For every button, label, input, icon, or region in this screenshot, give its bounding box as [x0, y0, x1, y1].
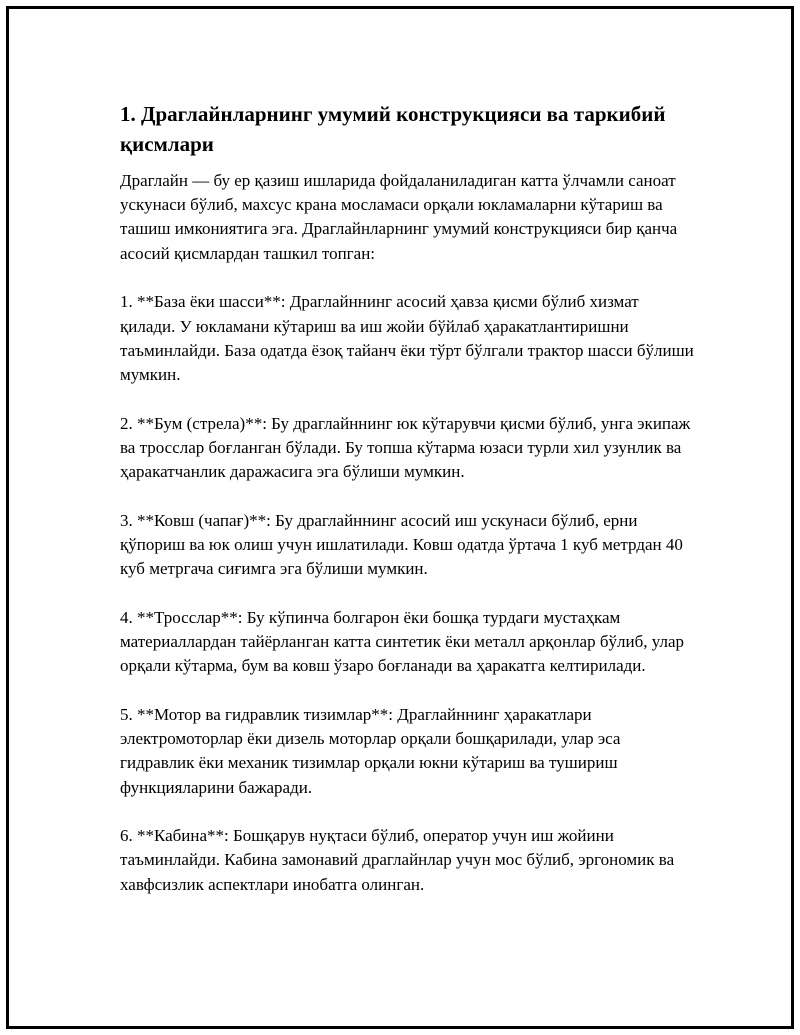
list-item-bucket: 3. **Ковш (чапағ)**: Бу драглайннинг асосий иш ускунаси бўлиб, ерни қўпориш ва юк олиш учун ишлатилади. Ковш одатда ўртача 1 куб метрдан 40 куб метргача сиғимга эга бўлиши мумкин. — [120, 510, 683, 579]
document-body — [120, 99, 698, 921]
list-item-boom: 2. **Бум (стрела)**: Бу драглайннинг юк кўтарувчи қисми бўлиб, унга экипаж ва тросслар боғланган бўлади. Бу топша кўтарма юзаси турли хил узунлик ва ҳаракатчанлик даражасига эга бўлиши мумкин. — [120, 413, 691, 482]
list-item-ropes: 4. **Тросслар**: Бу кўпинча болгарон ёки бошқа турдаги мустаҳкам материаллардан тайёрланган катта синтетик ёки металл арқонлар бўлиб, улар орқали кўтарма, бум ва ковш ўзаро боғланади ва ҳаракатга келтирилади. — [120, 607, 685, 676]
list-item-base-chassis: 1. **База ёки шасси**: Драглайннинг асосий ҳавза қисми бўлиб хизмат қилади. У юкламани кўтариш ва иш жойи бўйлаб ҳаракатлантиришни таъминлайди. База одатда ёзоқ тайанч ёки тўрт бўлгали трактор шасси бўлиши мумкин. — [120, 292, 694, 384]
page-frame — [6, 6, 794, 1029]
list-item-motor-hydraulics: 5. **Мотор ва гидравлик тизимлар**: Драглайннинг ҳаракатлари электромоторлар ёки дизель моторлар орқали бошқарилади, улар эса гидравлик ёки механик тизимлар орқали юкни кўтариш ва тушириш функцияларини бажаради. — [120, 704, 621, 797]
section-heading: 1. Драглайнларнинг умумий конструкцияси ва таркибий қисмлари — [120, 102, 666, 156]
intro-paragraph: Драглайн — бу ер қазиш ишларида фойдаланиладиган катта ўлчамли саноат ускунаси бўлиб, махсус крана мосламаси орқали юкламаларни кўтариш ва ташиш имкониятига эга. Драглайнларнинг умумий конструкцияси бир қанча асосий қисмлардан ташкил топган: — [120, 171, 678, 263]
list-item-cabin: 6. **Кабина**: Бошқарув нуқтаси бўлиб, оператор учун иш жойини таъминлайди. Кабина замонавий драглайнлар учун мос бўлиб, эргономик ва хавфсизлик аспектлари инобатга олинган. — [120, 826, 675, 894]
